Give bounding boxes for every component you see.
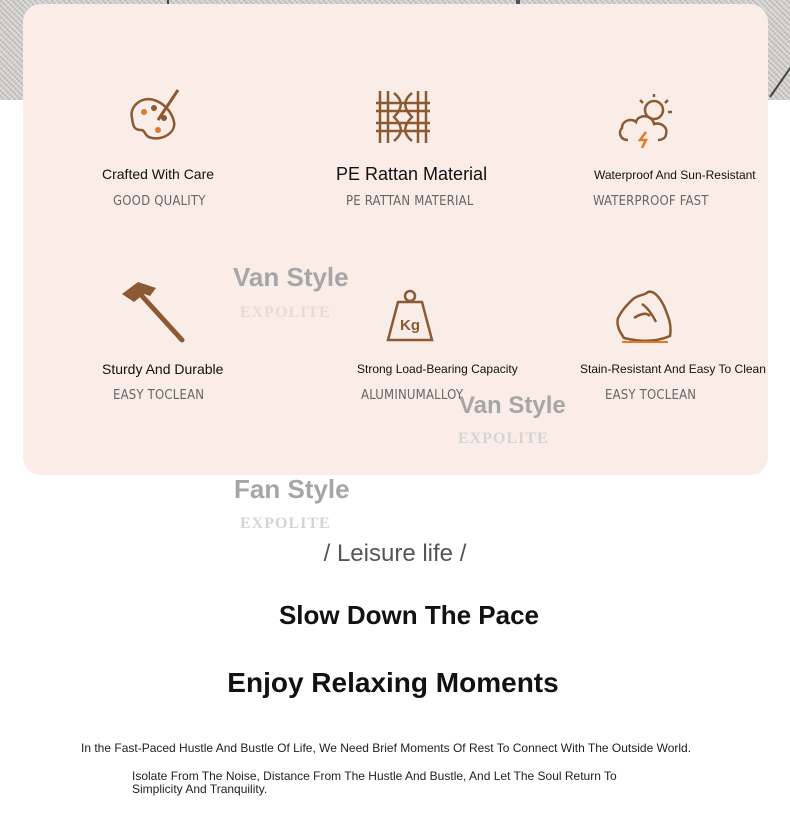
watermark-subtitle: EXPOLITE [240,304,331,321]
watermark-title: Fan Style [234,474,350,504]
kg-label: Kg [400,317,420,334]
intro-paragraph: In the Fast-Paced Hustle And Bustle Of Life, We Need Brief Moments Of Rest To Connect With The Outside World. [81,741,692,755]
watermark-title: Van Style [459,392,566,419]
sun-cloud-storm-icon [616,92,676,155]
rattan-weave-icon [374,89,432,150]
palette-icon [124,88,182,151]
feature-subtitle: PE RATTAN MATERIAL [346,194,474,209]
feature-subtitle: GOOD QUALITY [113,194,206,209]
kg-weight-icon [386,288,434,349]
watermark-subtitle: EXPOLITE [458,430,549,447]
feature-title: PE Rattan Material [336,164,488,184]
cleaning-hand-icon [612,288,676,351]
features-card [23,4,768,475]
leisure-tagline: / Leisure life / [323,540,467,567]
heading-enjoy-relaxing: Enjoy Relaxing Moments [227,667,559,698]
hammer-icon [118,280,188,351]
watermark-subtitle: EXPOLITE [240,515,331,532]
heading-slow-down: Slow Down The Pace [278,600,540,630]
feature-title: Waterproof And Sun-Resistant [594,168,756,182]
feature-subtitle: WATERPROOF FAST [593,194,709,209]
feature-subtitle: ALUMINUMALLOY [361,388,464,403]
photo-frame-line [769,64,790,98]
feature-title: Stain-Resistant And Easy To Clean [580,362,766,376]
watermark-title: Van Style [233,262,349,292]
feature-subtitle: EASY TOCLEAN [605,388,697,403]
feature-title: Crafted With Care [102,166,215,182]
feature-title: Sturdy And Durable [102,361,224,377]
feature-subtitle: EASY TOCLEAN [113,388,205,403]
feature-title: Strong Load-Bearing Capacity [357,362,518,376]
body-paragraph: Isolate From The Noise, Distance From The Hustle And Bustle, And Let The Soul Return To Simplicity And Tranquility. [132,769,617,796]
